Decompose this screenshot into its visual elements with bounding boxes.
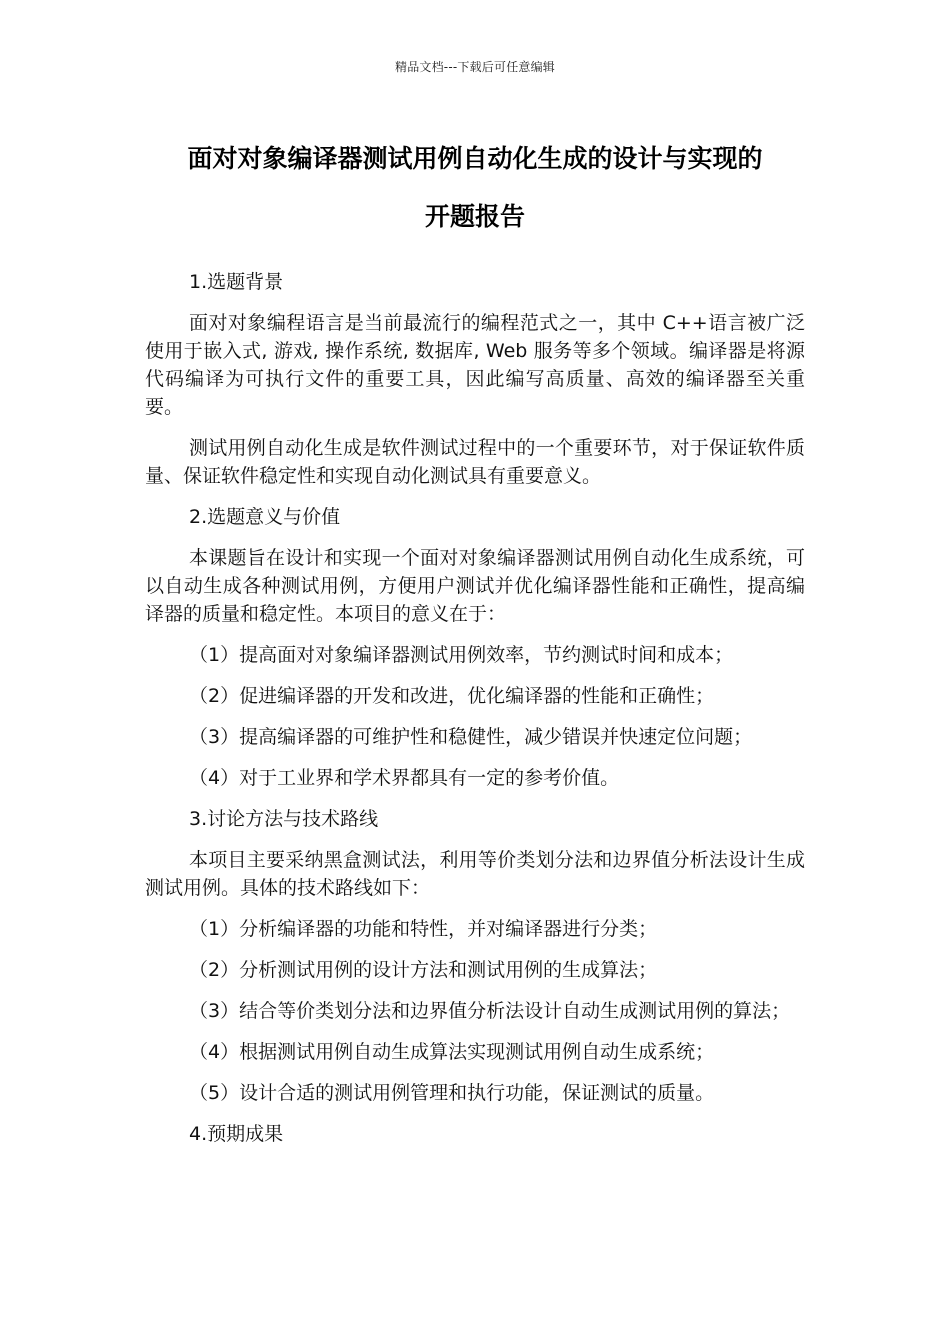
paragraph: 测试用例自动化生成是软件测试过程中的一个重要环节，对于保证软件质量、保证软件稳定性和实现自动化测试具有重要意义。	[145, 437, 805, 487]
list-item: （1）提高面对对象编译器测试用例效率，节约测试时间和成本；	[189, 644, 734, 666]
page-header: 精品文档---下载后可任意编辑	[395, 60, 555, 74]
paragraph: 本课题旨在设计和实现一个面对对象编译器测试用例自动化生成系统，可以自动生成各种测试用例，方便用户测试并优化编译器性能和正确性，提高编译器的质量和稳定性。本项目的意义在于：	[145, 547, 805, 625]
paragraph: 本项目主要采纳黑盒测试法，利用等价类划分法和边界值分析法设计生成测试用例。具体的技术路线如下：	[145, 849, 805, 899]
list-item: （3）结合等价类划分法和边界值分析法设计自动生成测试用例的算法；	[189, 1000, 791, 1022]
section-heading-methods: 3.讨论方法与技术路线	[189, 808, 379, 830]
section-heading-background: 1.选题背景	[189, 271, 284, 293]
section-heading-significance: 2.选题意义与价值	[189, 506, 341, 528]
list-item: （4）对于工业界和学术界都具有一定的参考价值。	[189, 767, 620, 789]
title-line-1: 面对对象编译器测试用例自动化生成的设计与实现的	[187, 144, 763, 173]
list-item: （3）提高编译器的可维护性和稳健性，减少错误并快速定位问题；	[189, 726, 753, 748]
list-item: （1）分析编译器的功能和特性，并对编译器进行分类；	[189, 918, 658, 940]
title-line-2: 开题报告	[424, 202, 525, 231]
list-item: （4）根据测试用例自动生成算法实现测试用例自动生成系统；	[189, 1041, 715, 1063]
document-title	[145, 130, 805, 246]
list-item: （2）促进编译器的开发和改进，优化编译器的性能和正确性；	[189, 685, 715, 707]
list-item: （5）设计合适的测试用例管理和执行功能，保证测试的质量。	[189, 1082, 715, 1104]
list-item: （2）分析测试用例的设计方法和测试用例的生成算法；	[189, 959, 658, 981]
section-heading-expected-results: 4.预期成果	[189, 1123, 284, 1145]
paragraph: 面对对象编程语言是当前最流行的编程范式之一，其中 C++语言被广泛使用于嵌入式, 游戏, 操作系统, 数据库, Web 服务等多个领域。编译器是将源代码编译为可执行文件的重要工具，因此编写高质量、高效的编译器至关重要。	[145, 312, 805, 418]
document-body	[145, 268, 805, 1161]
